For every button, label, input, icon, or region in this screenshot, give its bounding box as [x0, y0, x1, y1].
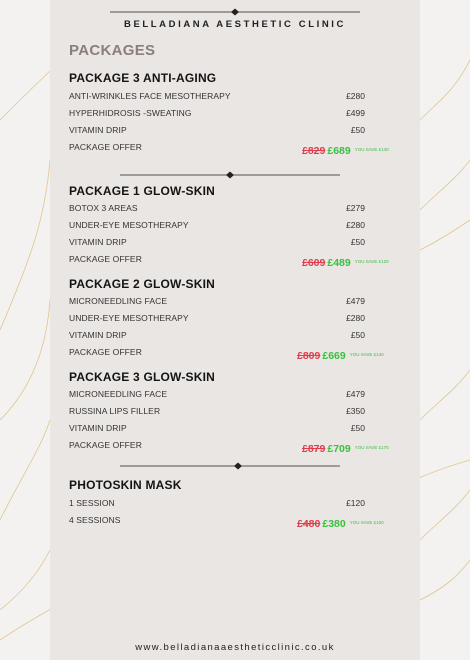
new-price: £669 — [322, 350, 346, 362]
section-heading: PACKAGE 3 ANTI-AGING — [69, 71, 217, 85]
savings-note: YOU SAVE £170 — [354, 445, 389, 451]
brand-divider — [110, 8, 360, 16]
item-price: £50 — [350, 237, 365, 247]
item-price: £280 — [346, 220, 365, 230]
item-price: £479 — [346, 389, 365, 399]
section-divider — [120, 461, 340, 471]
website-url: www.belladianaaestheticclinic.co.uk — [135, 642, 335, 653]
offer-label: PACKAGE OFFER — [69, 347, 142, 357]
savings-note: YOU SAVE £120 — [354, 259, 389, 265]
old-price: £480 — [297, 518, 321, 530]
offer-prices — [302, 141, 389, 159]
offer-prices — [302, 439, 389, 457]
list-item — [69, 237, 365, 251]
list-item — [69, 389, 365, 403]
list-item — [69, 423, 365, 437]
new-price: £709 — [327, 443, 351, 455]
new-price: £689 — [327, 145, 351, 157]
list-item — [69, 498, 365, 512]
item-price: £120 — [346, 498, 365, 508]
page-title: PACKAGES — [69, 42, 156, 59]
item-price: £280 — [346, 91, 365, 101]
item-name: BOTOX 3 AREAS — [69, 203, 138, 213]
item-price: £350 — [346, 406, 365, 416]
item-price: £499 — [346, 108, 365, 118]
offer-row — [69, 347, 384, 362]
item-name: ANTI-WRINKLES FACE MESOTHERAPY — [69, 91, 231, 101]
list-item — [69, 203, 365, 217]
item-price: £279 — [346, 203, 365, 213]
list-item — [69, 296, 365, 310]
offer-row — [69, 440, 389, 455]
list-item — [69, 406, 365, 420]
item-name: VITAMIN DRIP — [69, 125, 127, 135]
offer-row — [69, 515, 384, 530]
list-item — [69, 313, 365, 327]
old-price: £809 — [297, 350, 321, 362]
old-price: £609 — [302, 257, 326, 269]
offer-prices — [302, 253, 389, 271]
item-price: £50 — [350, 423, 365, 433]
old-price: £829 — [302, 145, 326, 157]
item-name: UNDER-EYE MESOTHERAPY — [69, 220, 189, 230]
item-name: UNDER-EYE MESOTHERAPY — [69, 313, 189, 323]
savings-note: YOU SAVE £140 — [354, 147, 389, 153]
offer-row — [69, 254, 389, 269]
offer-label: PACKAGE OFFER — [69, 142, 142, 152]
savings-note: YOU SAVE £100 — [349, 520, 384, 526]
list-item — [69, 220, 365, 234]
list-item — [69, 108, 365, 122]
item-name: VITAMIN DRIP — [69, 237, 127, 247]
item-name: HYPERHIDROSIS -SWEATING — [69, 108, 192, 118]
offer-prices — [297, 514, 384, 532]
item-name: MICRONEEDLING FACE — [69, 389, 168, 399]
clinic-name: BELLADIANA AESTHETIC CLINIC — [123, 19, 347, 30]
item-price: £50 — [350, 125, 365, 135]
item-price: £50 — [350, 330, 365, 340]
item-name: 1 SESSION — [69, 498, 115, 508]
item-name: VITAMIN DRIP — [69, 330, 127, 340]
section-heading: PACKAGE 1 GLOW-SKIN — [69, 184, 216, 198]
item-price: £479 — [346, 296, 365, 306]
offer-prices — [297, 346, 384, 364]
section-heading: PACKAGE 3 GLOW-SKIN — [69, 370, 216, 384]
list-item — [69, 125, 365, 139]
item-name: RUSSINA LIPS FILLER — [69, 406, 161, 416]
section-divider — [120, 170, 340, 180]
section-heading: PACKAGE 2 GLOW-SKIN — [69, 277, 216, 291]
item-name: MICRONEEDLING FACE — [69, 296, 168, 306]
old-price: £879 — [302, 443, 326, 455]
offer-label: PACKAGE OFFER — [69, 440, 142, 450]
list-item — [69, 330, 365, 344]
item-name: VITAMIN DRIP — [69, 423, 127, 433]
item-price: £280 — [346, 313, 365, 323]
offer-label: PACKAGE OFFER — [69, 254, 142, 264]
new-price: £380 — [322, 518, 346, 530]
section-heading: PHOTOSKIN MASK — [69, 478, 182, 492]
savings-note: YOU SAVE £140 — [349, 352, 384, 358]
offer-row — [69, 142, 389, 157]
new-price: £489 — [327, 257, 351, 269]
list-item — [69, 91, 365, 105]
offer-label: 4 SESSIONS — [69, 515, 121, 525]
